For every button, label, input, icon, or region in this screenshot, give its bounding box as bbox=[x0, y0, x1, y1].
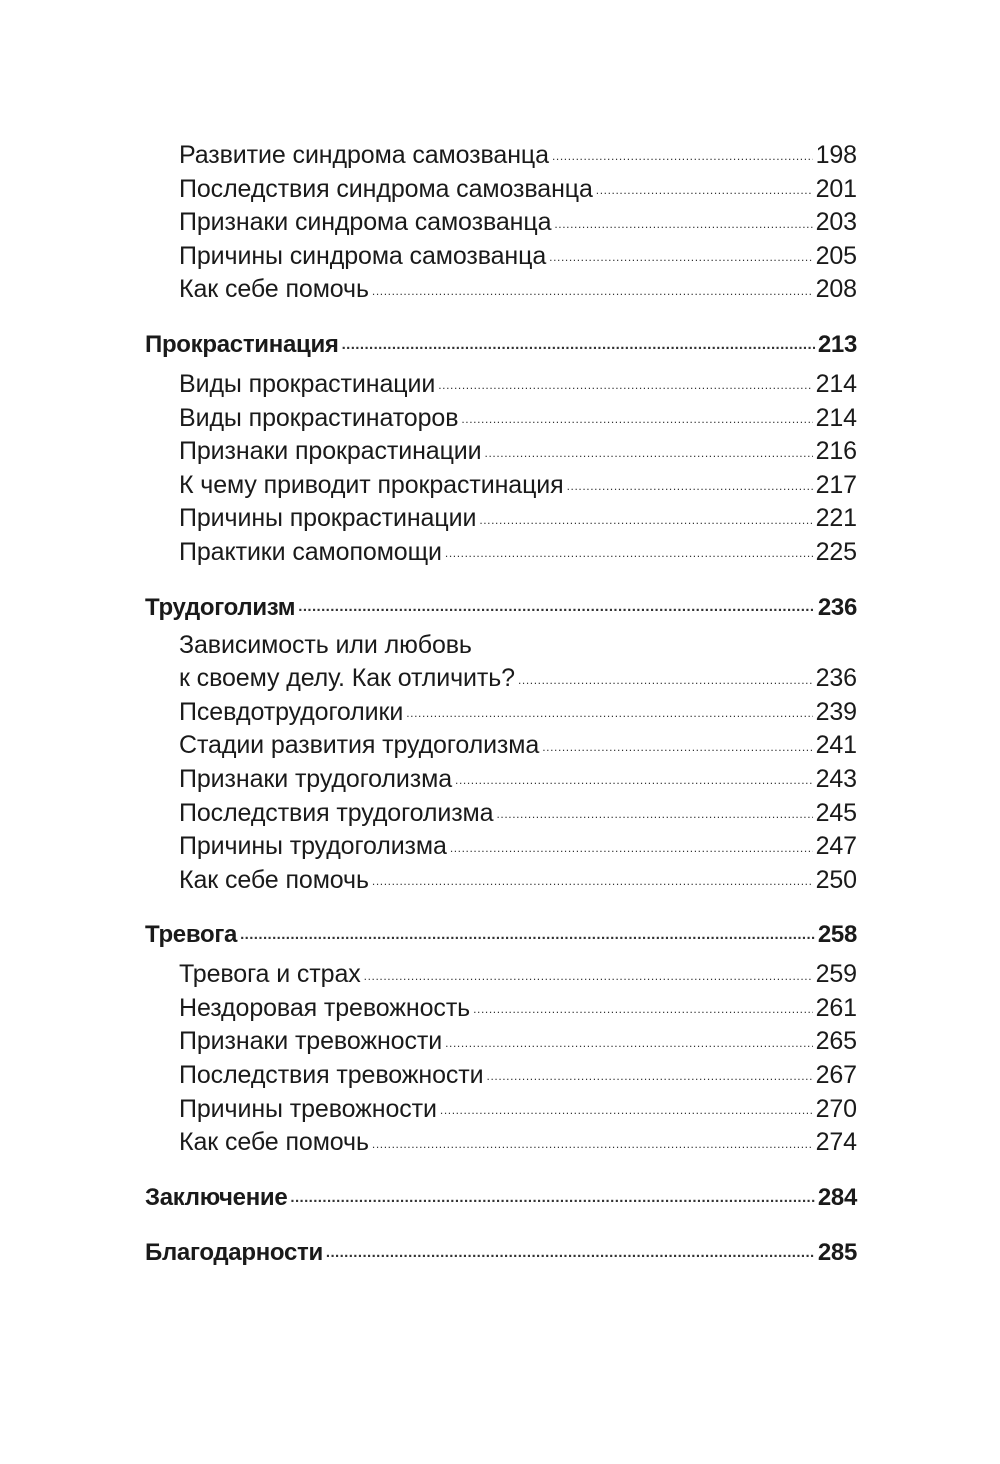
dot-leader bbox=[461, 401, 812, 426]
toc-entry-multiline-first[interactable] bbox=[145, 630, 857, 662]
toc-chapter-procrastination bbox=[145, 328, 857, 569]
toc-entry-page: 214 bbox=[815, 369, 857, 398]
dot-leader bbox=[567, 468, 813, 493]
toc-chapter-entry[interactable] bbox=[145, 328, 857, 361]
toc-entry-title: Признаки прокрастинации bbox=[179, 437, 482, 466]
toc-entry-title: Признаки трудоголизма bbox=[179, 764, 453, 793]
toc-entry[interactable] bbox=[145, 138, 857, 172]
toc-entry-page: 267 bbox=[815, 1061, 857, 1090]
toc-entry-page: 259 bbox=[815, 960, 857, 989]
toc-entry[interactable] bbox=[145, 728, 857, 762]
toc-entry-page: 214 bbox=[815, 403, 857, 432]
dot-leader bbox=[496, 796, 812, 821]
dot-leader bbox=[552, 138, 813, 163]
toc-entry-page: 208 bbox=[815, 275, 857, 304]
toc-entry-title: Как себе помочь bbox=[179, 275, 369, 304]
toc-entry-title: Последствия синдрома самозванца bbox=[179, 174, 593, 203]
toc-entry[interactable] bbox=[145, 991, 857, 1025]
toc-entry[interactable] bbox=[145, 272, 857, 306]
dot-leader bbox=[406, 695, 812, 720]
toc-entry[interactable] bbox=[145, 1058, 857, 1092]
toc-entry-title: к своему делу. Как отличить? bbox=[179, 664, 515, 693]
toc-chapter-anxiety bbox=[145, 918, 857, 1159]
toc-chapter-title: Прокрастинация bbox=[145, 330, 339, 358]
toc-chapter-entry[interactable] bbox=[145, 1181, 857, 1214]
dot-leader bbox=[596, 172, 813, 197]
toc-entry-title: Нездоровая тревожность bbox=[179, 993, 471, 1022]
toc-entry-title: Виды прокрастинации bbox=[179, 369, 436, 398]
toc-chapter-page: 236 bbox=[817, 593, 857, 621]
toc-entry-page: 241 bbox=[815, 731, 857, 760]
toc-entry-title: Признаки синдрома самозванца bbox=[179, 208, 552, 237]
toc-entry-page: 265 bbox=[815, 1027, 857, 1056]
toc-entry-page: 247 bbox=[815, 832, 857, 861]
toc-entry[interactable] bbox=[145, 501, 857, 535]
toc-entry[interactable] bbox=[145, 239, 857, 273]
dot-leader bbox=[485, 434, 813, 459]
toc-entry[interactable] bbox=[145, 1024, 857, 1058]
toc-entry-page: 245 bbox=[815, 798, 857, 827]
dot-leader bbox=[372, 272, 813, 297]
toc-entry-title: Виды прокрастинаторов bbox=[179, 403, 459, 432]
toc-entry[interactable] bbox=[145, 762, 857, 796]
toc-chapter-acknowledgements bbox=[145, 1236, 857, 1269]
toc-entry[interactable] bbox=[145, 695, 857, 729]
toc-entry-title: Причины тревожности bbox=[179, 1094, 437, 1123]
toc-chapter-title: Трудоголизм bbox=[145, 593, 296, 621]
toc-entry[interactable] bbox=[145, 172, 857, 206]
toc-chapter-page: 284 bbox=[817, 1183, 857, 1211]
toc-entry-page: 198 bbox=[815, 141, 857, 169]
toc-chapter-entry[interactable] bbox=[145, 591, 857, 624]
table-of-contents bbox=[145, 138, 857, 1269]
toc-entry[interactable] bbox=[145, 829, 857, 863]
toc-chapter-conclusion bbox=[145, 1181, 857, 1214]
toc-entry-title: Стадии развития трудоголизма bbox=[179, 731, 540, 760]
toc-entry-title: К чему приводит прокрастинация bbox=[179, 470, 564, 499]
dot-leader bbox=[554, 205, 812, 230]
toc-entry-page: 243 bbox=[815, 764, 857, 793]
toc-entry-title: Причины трудоголизма bbox=[179, 832, 447, 861]
toc-entry-page: 217 bbox=[815, 470, 857, 499]
toc-entry-page: 270 bbox=[815, 1094, 857, 1123]
toc-entry-title: Как себе помочь bbox=[179, 1128, 369, 1157]
toc-entry-title: Последствия тревожности bbox=[179, 1061, 484, 1090]
toc-entry[interactable] bbox=[145, 863, 857, 897]
toc-entry-title: Признаки тревожности bbox=[179, 1027, 443, 1056]
toc-chapter-page: 258 bbox=[817, 921, 857, 949]
toc-entry-page: 225 bbox=[815, 537, 857, 566]
toc-entry[interactable] bbox=[145, 367, 857, 401]
dot-leader bbox=[440, 1092, 813, 1117]
toc-chapter-page: 285 bbox=[817, 1238, 857, 1266]
toc-entry-page: 221 bbox=[815, 504, 857, 533]
toc-entry-title: Последствия трудоголизма bbox=[179, 798, 494, 827]
toc-entry[interactable] bbox=[145, 401, 857, 435]
toc-chapter-entry[interactable] bbox=[145, 918, 857, 951]
toc-entry-title: Тревога и страх bbox=[179, 960, 361, 989]
dot-leader bbox=[518, 661, 813, 686]
toc-entry[interactable] bbox=[145, 434, 857, 468]
toc-entry-title: Практики самопомощи bbox=[179, 537, 442, 566]
toc-entry-title: Зависимость или любовь bbox=[179, 630, 472, 659]
dot-leader bbox=[549, 239, 812, 264]
toc-entry[interactable] bbox=[145, 205, 857, 239]
dot-leader bbox=[326, 1236, 815, 1260]
toc-entry-page: 239 bbox=[815, 697, 857, 726]
dot-leader bbox=[364, 957, 813, 982]
dot-leader bbox=[455, 762, 813, 787]
dot-leader bbox=[542, 728, 812, 753]
toc-entry-page: 216 bbox=[815, 437, 857, 466]
dot-leader bbox=[445, 535, 813, 560]
toc-entry-title: Причины прокрастинации bbox=[179, 504, 477, 533]
toc-entry[interactable] bbox=[145, 535, 857, 569]
dot-leader bbox=[372, 863, 813, 888]
dot-leader bbox=[342, 328, 815, 352]
toc-chapter-workaholism bbox=[145, 591, 857, 897]
dot-leader bbox=[445, 1024, 812, 1049]
dot-leader bbox=[438, 367, 812, 392]
toc-entry[interactable] bbox=[145, 1092, 857, 1126]
toc-chapter-entry[interactable] bbox=[145, 1236, 857, 1269]
toc-chapter-page: 213 bbox=[817, 330, 857, 358]
toc-entry-page: 205 bbox=[815, 241, 857, 270]
toc-entry[interactable] bbox=[145, 957, 857, 991]
toc-chapter-title: Заключение bbox=[145, 1183, 288, 1211]
dot-leader bbox=[450, 829, 813, 854]
dot-leader bbox=[290, 1181, 814, 1205]
toc-entry-page: 236 bbox=[815, 664, 857, 693]
toc-entry-page: 250 bbox=[815, 865, 857, 894]
toc-entry-page: 261 bbox=[815, 993, 857, 1022]
dot-leader bbox=[479, 501, 812, 526]
toc-entry[interactable] bbox=[145, 796, 857, 830]
toc-entry-page: 203 bbox=[815, 208, 857, 237]
toc-entry-multiline-second[interactable] bbox=[145, 661, 857, 695]
dot-leader bbox=[240, 918, 815, 942]
toc-entry-title: Псевдотрудоголики bbox=[179, 697, 404, 726]
dot-leader bbox=[372, 1125, 813, 1150]
toc-chapter-title: Благодарности bbox=[145, 1238, 323, 1266]
toc-entry[interactable] bbox=[145, 1125, 857, 1159]
dot-leader bbox=[298, 591, 815, 615]
toc-entry-page: 274 bbox=[815, 1128, 857, 1157]
toc-chapter-title: Тревога bbox=[145, 921, 238, 949]
toc-group-impostor bbox=[145, 138, 857, 306]
toc-entry-title: Развитие синдрома самозванца bbox=[179, 141, 549, 169]
toc-entry-title: Причины синдрома самозванца bbox=[179, 241, 547, 270]
toc-entry[interactable] bbox=[145, 468, 857, 502]
toc-entry-page: 201 bbox=[815, 174, 857, 203]
dot-leader bbox=[473, 991, 812, 1016]
toc-entry-title: Как себе помочь bbox=[179, 865, 369, 894]
dot-leader bbox=[487, 1058, 813, 1083]
